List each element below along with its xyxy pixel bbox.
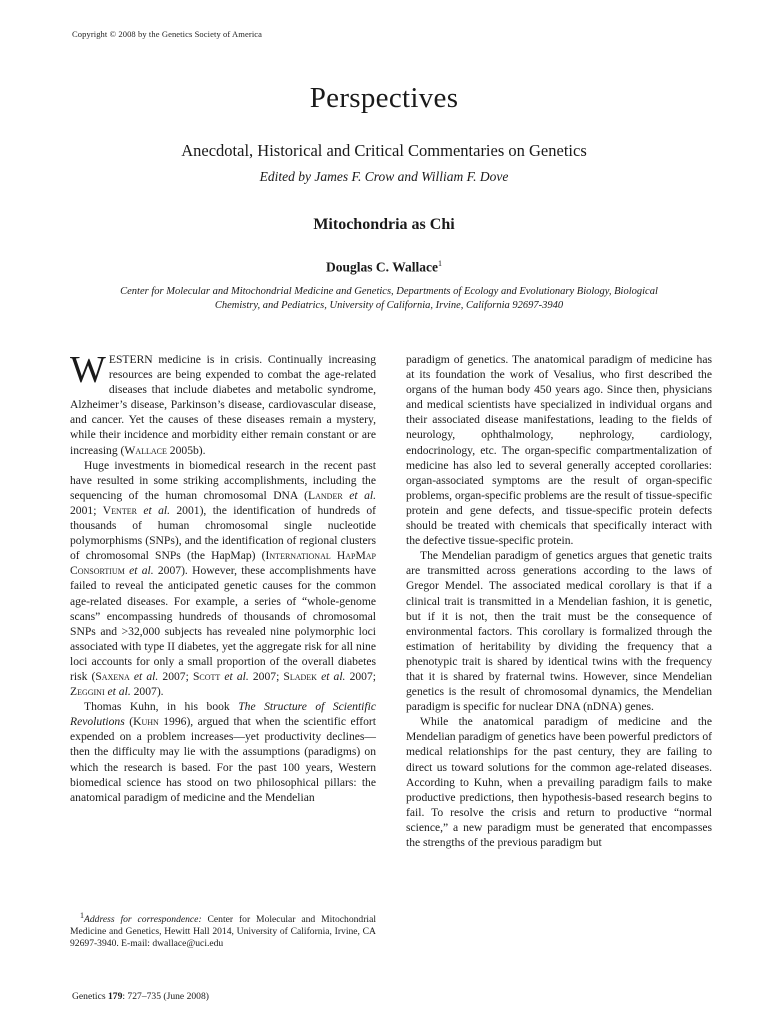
paragraph-5: The Mendelian paradigm of genetics argues that genetic traits are transmitted across generations according to the laws of Gregor Mendel. The associated medical corollary is that if a clinical trait is transmitted in a Mendelian fashion, it is genetic, but if it is not, then the trait must be the consequence of environmental factors. This corollary is formalized through the estimation of heritability by dividing the frequency that a phenotypic trait is shared by identical twins with the frequency that it is shared by fraternal twins. However, since Mendelian genetics is the result of chromosomal dynamics, the Mendelian paradigm is specific for nuclear DNA (nDNA) genes. [406,549,712,714]
citation: Wallace [124,443,167,457]
citation: Zeggini [70,685,105,699]
paragraph-6: While the anatomical paradigm of medicine and the Mendelian paradigm of genetics have been powerful predictors of medical relationships for the past century, they are failing to direct us toward solutions for the common age-related diseases. According to Kuhn, when a prevailing paradigm fails to make productive predictions, then hypothesis-based research begins to fail. To resolve the crisis and return to productive “normal science,” a new paradigm must be generated that encompasses the strengths of the previous paradigm but [406,715,712,849]
citation: Kuhn [133,715,159,729]
paragraph-3: Thomas Kuhn, in his book The Structure of Scientific Revolutions (Kuhn 1996), argued that when the scientific effort expended on a problem increases—yet productivity declines—then the difficulty may lie with the assumptions (paradigms) on which the research is based. For the past 100 years, Western biomedical science has stood on two philosophical pillars: the anatomical paradigm of medicine and the Mendelian [70,700,376,804]
citation: Lander [308,488,343,502]
citation: Scott [192,669,221,683]
footnote-text: Center for Molecular and Mitochondrial Medicine and Genetics, Hewitt Hall 2014, University of California, Irvine, CA 92697-3940. E-mail: dwallace@uci.edu [70,914,376,949]
left-column [70,349,377,805]
volume-number: 179 [107,991,123,1002]
journal-citation: Genetics 179: 727–735 (June 2008) [72,991,209,1002]
editors-line: Edited by James F. Crow and William F. Dove [259,169,509,184]
paragraph-1: WESTERN medicine is in crisis. Continually increasing resources are being expended to combat the age-related diseases that include diabetes and metabolic syndrome, Alzheimer’s disease, Parkinson’s disease, cardiovascular disease, and cancer. Yet the causes of these diseases remain a mystery, while their incidence and morbidity either remain constant or are increasing (Wallace 2005b). [70,349,376,457]
footnote-mark: 1 [80,911,84,920]
section-heading: Perspectives [309,82,459,114]
author-line [0,259,768,276]
article-title: Mitochondria as Chi [313,216,455,233]
citation: Saxena [95,669,130,683]
citation: Venter [102,503,137,517]
footnote-label: Address for correspondence: [84,914,202,926]
correspondence-footnote [70,910,376,950]
book-title: The Structure of Scientific Revolutions [70,700,376,729]
right-column [406,352,712,850]
citation: International HapMap Consortium [70,549,377,578]
paragraph-2: Huge investments in biomedical research in the recent past have resulted in some striking accomplishments, including the sequencing of the human chromosomal DNA (Lander et al. 2001; Venter et al. 2001), the identification of hundreds of thousands of human chromosomal single nucleotide polymorphisms (SNPs), and the identification of regional clusters of chromosomal SNPs (the HapMap) (International HapMap Consortium et al. 2007). However, these accomplishments have failed to reveal the anticipated genetic causes for the common age-related diseases. For example, a series of “whole-genome scans” encompassing hundreds of thousands of chromosomal SNPs and >32,000 subjects has revealed nine polymorphic loci associated with type II diabetes, yet the aggregate risk for all nine loci accounts for only a small proportion of the overall diabetes risk (Saxena et al. 2007; Scott et al. 2007; Sladek et al. 2007; Zeggini et al. 2007). [70,458,377,699]
author-footnote-mark: 1 [437,259,442,268]
section-subtitle: Anecdotal, Historical and Critical Commentaries on Genetics [181,141,587,160]
paragraph-4: paradigm of genetics. The anatomical paradigm of medicine has at its foundation the work of Vesalius, who first described the organs of the human body 450 years ago. Since then, physicians and medical scientists have specialized in individual organs and their associated disease manifestations, leading to the fields of neurology, ophthalmology, nephrology, cardiology, endocrinology, etc. The organ-specific compartmentalization of medicine has also led to several generally accepted corollaries: organ-associated symptoms are the result of organ-specific problems, organ-specific problems are the result of tissue-specific protein and gene defects, and tissue-specific protein defects should be treated with chemicals that specifically interact with the defective tissue-specific protein. [406,353,712,548]
citation: Sladek [283,669,317,683]
author-affiliation: Center for Molecular and Mitochondrial Medicine and Genetics, Departments of Ecology and Evolutionary Biology, Biological Chemistry, and Pediatrics, University of California, Irvine, California 92697-3940 [120,286,658,311]
drop-cap: W [70,349,106,391]
author-name: Douglas C. Wallace [326,259,438,275]
copyright-line: Copyright © 2008 by the Genetics Society of America [72,29,263,39]
